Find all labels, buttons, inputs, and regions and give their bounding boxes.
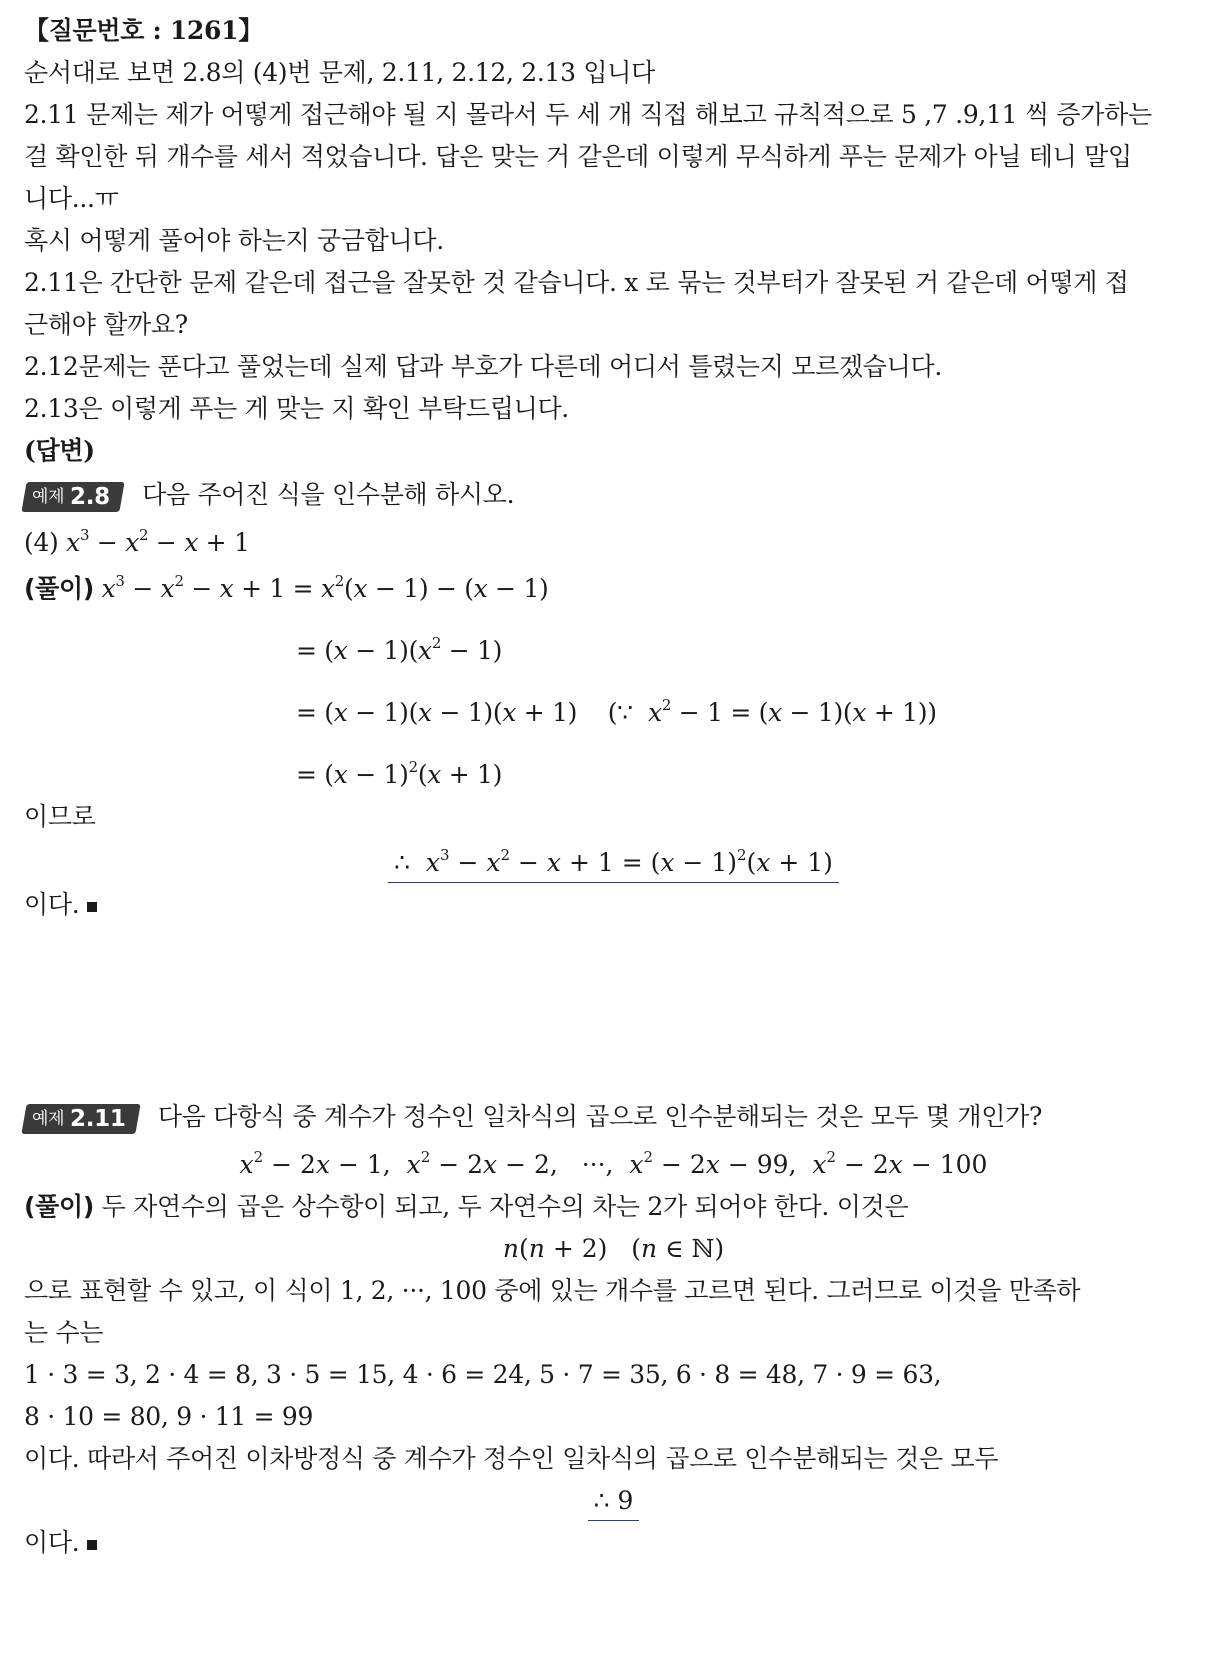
final-answer: ∴ 9: [0, 1484, 1227, 1521]
solution-end: 이다.: [24, 1526, 97, 1560]
question-line: 혹시 어떻게 풀어야 하는지 궁금합니다.: [24, 226, 444, 255]
general-term: n(n + 2) (n ∈ ℕ): [502, 1234, 725, 1263]
question-line: 2.11 문제는 제가 어떻게 접근해야 될 지 몰라서 두 세 개 직접 해보고 규칙적으로 5 ,7 .9,11 씩 증가하는: [24, 100, 1152, 129]
question-line: 걸 확인한 뒤 개수를 세서 적었습니다. 답은 맞는 거 같은데 이렇게 무식하게 푸는 문제가 아닐 테니 말입: [24, 142, 1132, 171]
solution-step-1: (풀이) $x^3 - x^2 - x + 1 = x^2(x - 1) - (x - 1)$: [24, 572, 549, 603]
example-2-11-heading: [24, 1100, 1042, 1134]
products-line: 8 · 10 = 80, 9 · 11 = 99: [24, 1402, 314, 1431]
solution-step-4: = $(x - 1)^2(x + 1)$: [296, 758, 503, 789]
question-header: 【질문번호 : 1261】: [24, 16, 263, 45]
solution-text: 는 수는: [24, 1318, 104, 1347]
problem-expression: (4) $x^3 - x^2 - x + 1$: [24, 526, 250, 557]
conclusion-intro: 이므로: [24, 802, 96, 831]
solution-text: (풀이) 두 자연수의 곱은 상수항이 되고, 두 자연수의 차는 2가 되어야 한다. 이것은: [24, 1192, 909, 1221]
solution-text: 이다. 따라서 주어진 이차방정식 중 계수가 정수인 일차식의 곱으로 인수분해되는 것은 모두: [24, 1444, 999, 1473]
solution-text: 으로 표현할 수 있고, 이 식이 1, 2, ···, 100 중에 있는 개수를 고르면 된다. 그러므로 이것을 만족하: [24, 1276, 1081, 1305]
example-2-8-heading: [24, 478, 514, 512]
question-line: 2.13은 이렇게 푸는 게 맞는 지 확인 부탁드립니다.: [24, 394, 569, 423]
answer-label: (답변): [24, 436, 95, 465]
solution-step-3: = (x − 1)(x − 1)(x + 1) (∵ $x^2 - 1 = (x - 1)(x + 1)$): [296, 696, 937, 727]
qed-square-icon: [87, 902, 97, 912]
qed-square-icon: [87, 1540, 97, 1550]
polynomial-list: $x^2 - 2x - 1$, $x^2 - 2x - 2$, ···, $x^2 - 2x - 99$, $x^2 - 2x - 100$: [239, 1148, 988, 1179]
example-badge: 예제 2.8: [21, 482, 124, 512]
conclusion-end: 이다.: [24, 888, 97, 922]
example-badge: 예제 2.11: [21, 1104, 140, 1134]
question-line: 니다...ㅠ: [24, 184, 119, 213]
example-prompt: 다음 다항식 중 계수가 정수인 일차식의 곱으로 인수분해되는 것은 모두 몇 개인가?: [157, 1102, 1043, 1131]
solution-step-2: = $(x - 1)(x^2 - 1)$: [296, 634, 503, 665]
question-line: 순서대로 보면 2.8의 (4)번 문제, 2.11, 2.12, 2.13 입니다: [24, 58, 655, 87]
question-line: 2.12문제는 푼다고 풀었는데 실제 답과 부호가 다른데 어디서 틀렸는지 모르겠습니다.: [24, 352, 942, 381]
products-line: 1 · 3 = 3, 2 · 4 = 8, 3 · 5 = 15, 4 · 6 = 24, 5 · 7 = 35, 6 · 8 = 48, 7 · 9 = 63,: [24, 1360, 942, 1389]
question-line: 2.11은 간단한 문제 같은데 접근을 잘못한 것 같습니다. x 로 묶는 것부터가 잘못된 거 같은데 어떻게 접: [24, 268, 1129, 297]
question-line: 근해야 할까요?: [24, 310, 188, 339]
example-prompt: 다음 주어진 식을 인수분해 하시오.: [142, 480, 515, 509]
conclusion-result: ∴ $x^3 - x^2 - x + 1 = (x - 1)^2(x + 1)$: [0, 846, 1227, 883]
